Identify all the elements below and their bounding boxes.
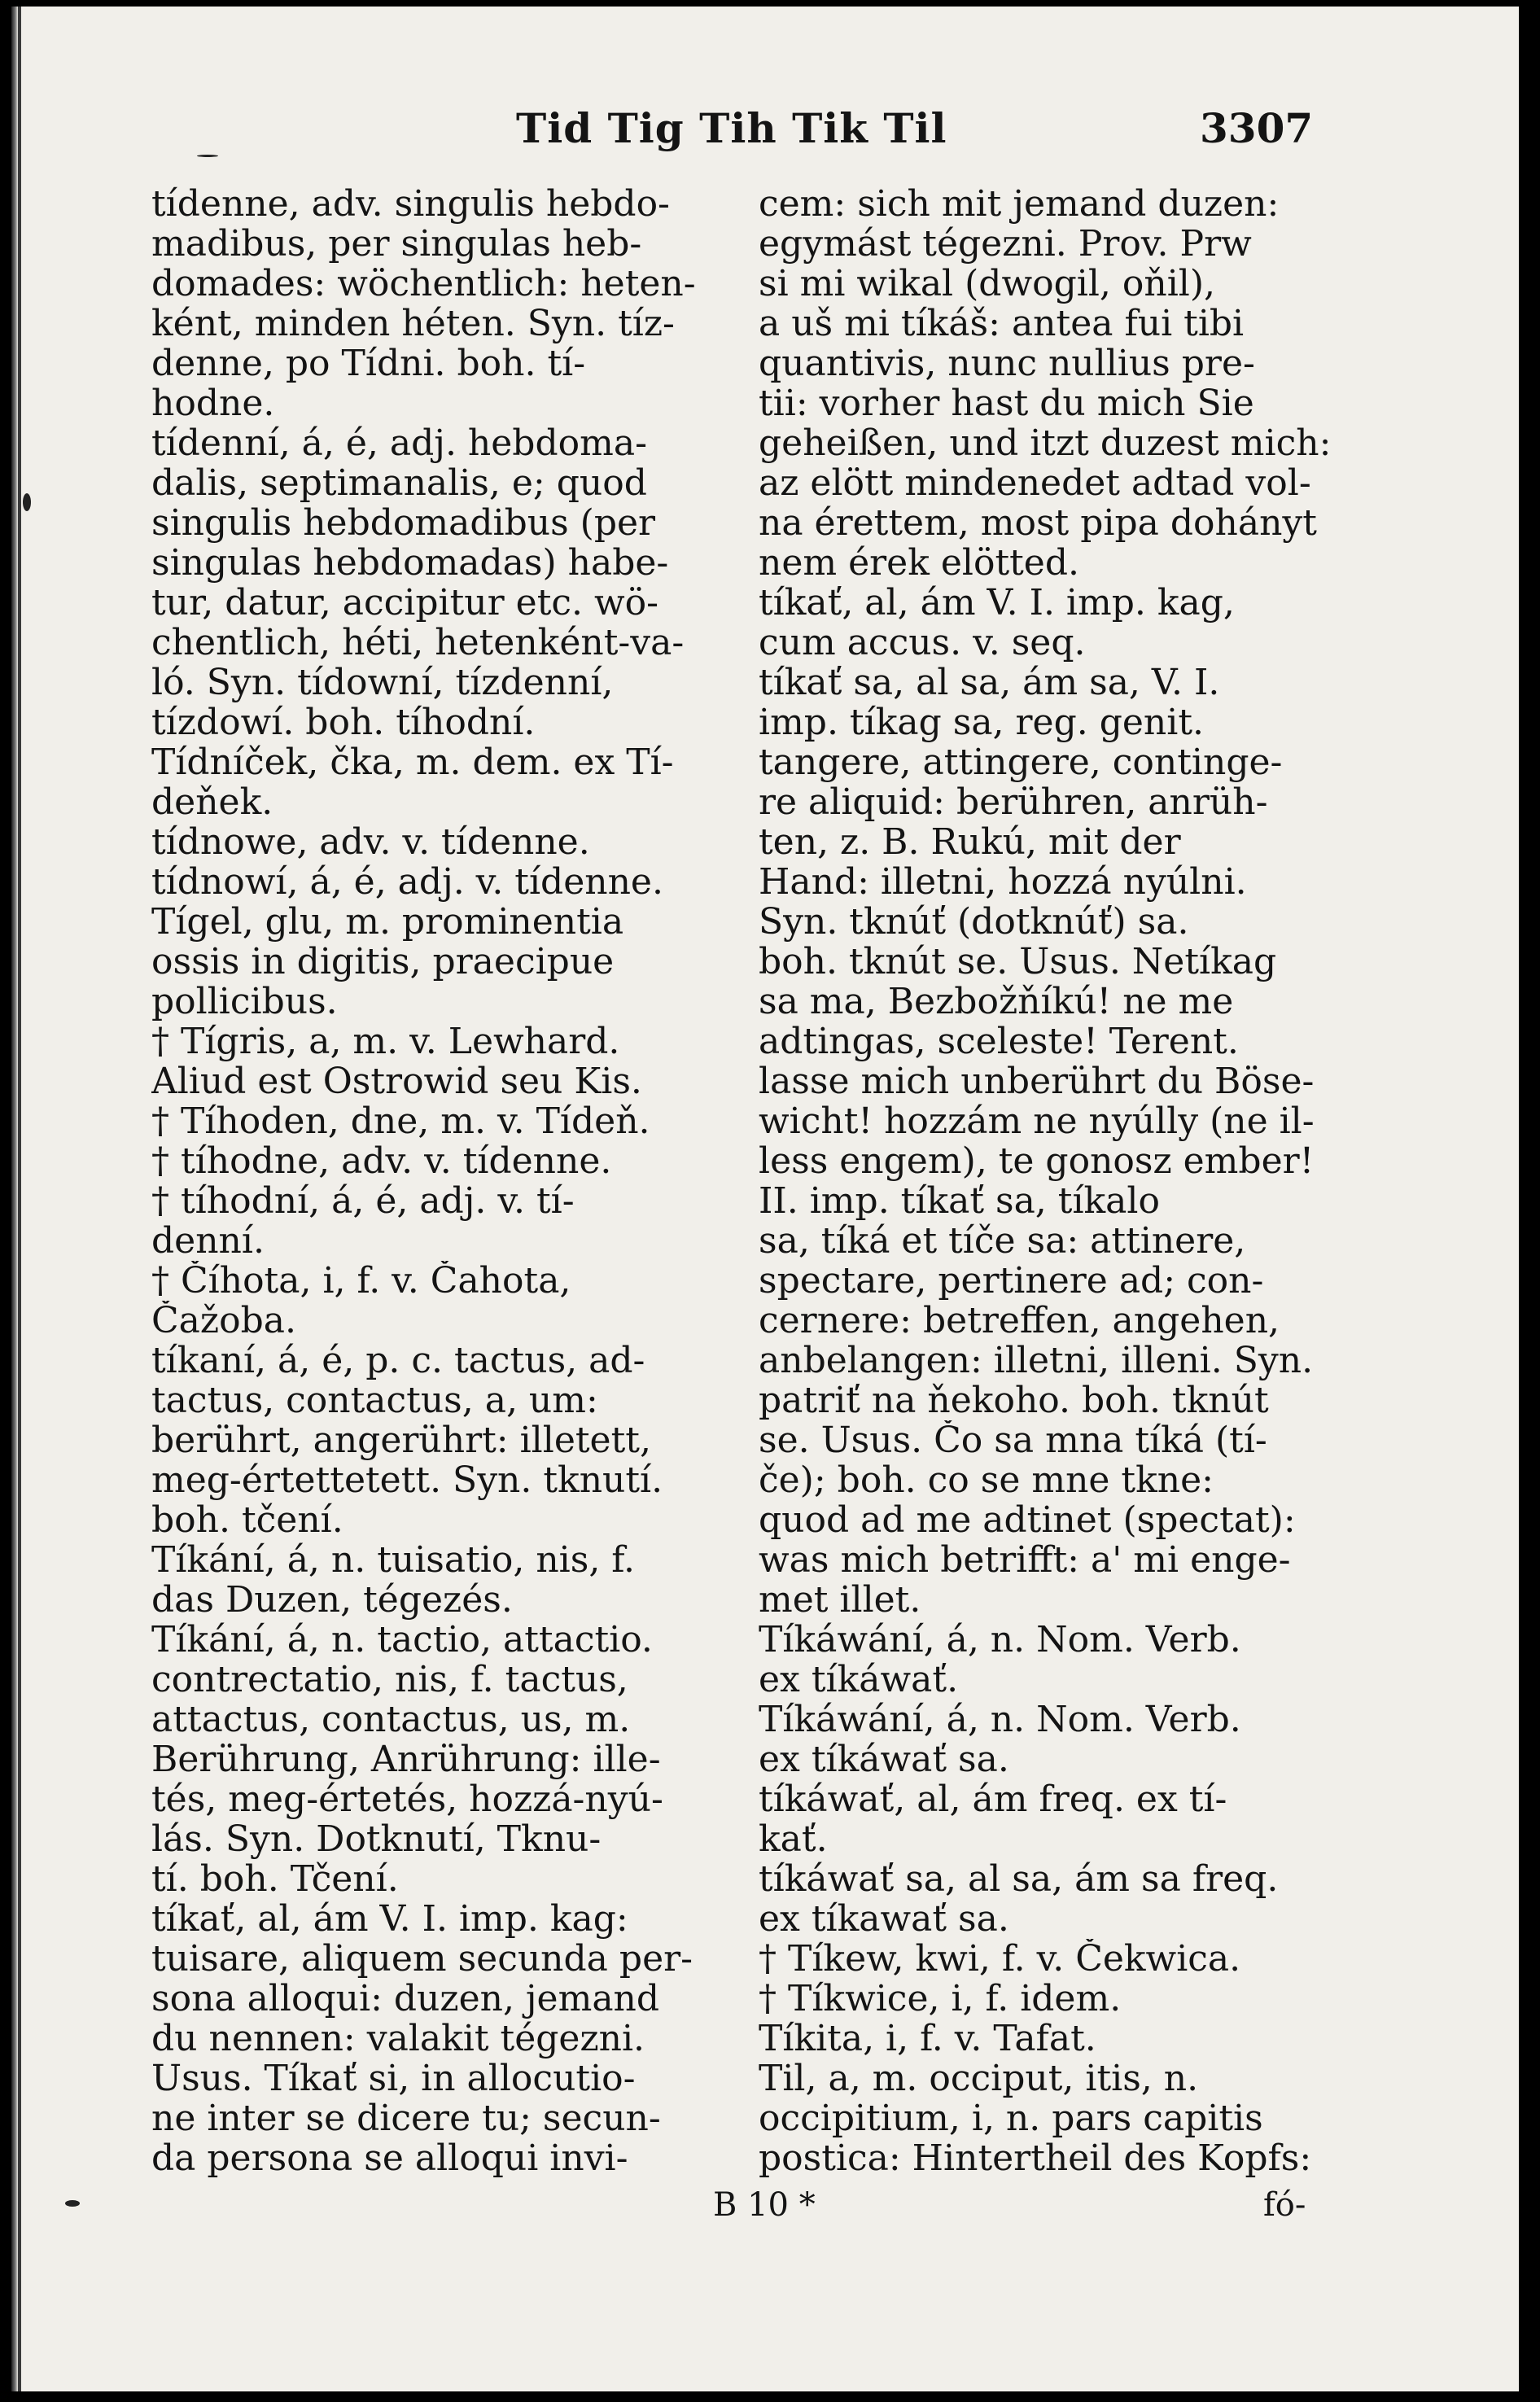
- left-column-text-line: boh. tčení.: [151, 1500, 343, 1540]
- right-column-text-line: Tíkita, i, f. v. Tafat.: [759, 2019, 1096, 2059]
- left-column-text-line: tí. boh. Tčení.: [151, 1859, 399, 1899]
- right-column-text-line: less engem), te gonosz ember!: [759, 1141, 1315, 1181]
- left-column-text-line: lás. Syn. Dotknutí, Tknu-: [151, 1819, 602, 1859]
- left-column-text-line: tízdowí. boh. tíhodní.: [151, 702, 536, 742]
- right-column-text-line: tíkáwať sa, al sa, ám sa freq.: [759, 1859, 1279, 1899]
- left-column-text-line: sona alloqui: duzen, jemand: [151, 1979, 660, 2019]
- right-column-text-line: was mich betrifft: a' mi enge-: [759, 1540, 1291, 1580]
- left-column-text-line: tíkať, al, ám V. I. imp. kag:: [151, 1899, 628, 1939]
- left-column-text-line: Tídníček, čka, m. dem. ex Tí-: [151, 742, 674, 782]
- left-column-text-line: hodne.: [151, 383, 275, 423]
- left-column-text-line: denne, po Tídni. boh. tí-: [151, 343, 586, 383]
- left-column-text-line: dalis, septimanalis, e; quod: [151, 463, 647, 503]
- right-column-text-line: adtingas, sceleste! Terent.: [759, 1022, 1239, 1061]
- left-column-text-line: madibus, per singulas heb-: [151, 224, 642, 264]
- right-column-text-line: tii: vorher hast du mich Sie: [759, 383, 1254, 423]
- right-column-text-line: az elött mindenedet adtad vol-: [759, 463, 1311, 503]
- left-column-text-line: † tíhodní, á, é, adj. v. tí-: [151, 1181, 575, 1221]
- left-column-text-line: tídnowe, adv. v. tídenne.: [151, 822, 590, 862]
- right-column-text-line: cem: sich mit jemand duzen:: [759, 184, 1280, 224]
- left-column-text-line: meg-értettetett. Syn. tknutí.: [151, 1460, 663, 1500]
- ink-speck: [23, 493, 31, 511]
- right-column-text-line: si mi wikal (dwogil, oňil),: [759, 264, 1215, 304]
- right-column-text-line: geheißen, und itzt duzest mich:: [759, 423, 1332, 463]
- right-column-text-line: Tíkáwání, á, n. Nom. Verb.: [759, 1700, 1241, 1739]
- right-column-text-line: ex tíkáwať sa.: [759, 1739, 1009, 1779]
- right-column-text-line: sa ma, Bezbožňíkú! ne me: [759, 982, 1234, 1022]
- left-column-text-line: † Číhota, i, f. v. Čahota,: [151, 1261, 571, 1301]
- right-column-text-line: Tíkáwání, á, n. Nom. Verb.: [759, 1620, 1241, 1660]
- left-column-text-line: chentlich, héti, hetenként-va-: [151, 623, 685, 663]
- left-column-text-line: tuisare, aliquem secunda per-: [151, 1939, 693, 1979]
- left-column-text-line: attactus, contactus, us, m.: [151, 1700, 631, 1739]
- left-column-text-line: Čažoba.: [151, 1301, 296, 1341]
- left-column-text-line: tactus, contactus, a, um:: [151, 1380, 598, 1420]
- right-column-text-line: ex tíkawať sa.: [759, 1899, 1009, 1939]
- book-spine-shadow: [11, 7, 18, 2391]
- left-column-text-line: † Tíhoden, dne, m. v. Tídeň.: [151, 1101, 650, 1141]
- right-column-text-line: sa, tíká et tíče sa: attinere,: [759, 1221, 1246, 1261]
- left-column-text-line: ló. Syn. tídowní, tízdenní,: [151, 663, 614, 702]
- right-column-text-line: a uš mi tíkáš: antea fui tibi: [759, 304, 1245, 343]
- right-column-text-line: Til, a, m. occiput, itis, n.: [759, 2059, 1199, 2098]
- left-column-text-line: singulis hebdomadibus (per: [151, 503, 656, 543]
- right-column-text-line: Hand: illetni, hozzá nyúlni.: [759, 862, 1247, 902]
- right-column-text-line: quantivis, nunc nullius pre-: [759, 343, 1255, 383]
- left-column-text-line: Tíkání, á, n. tuisatio, nis, f.: [151, 1540, 635, 1580]
- right-column-text-line: boh. tknút se. Usus. Netíkag: [759, 942, 1277, 982]
- right-column-text-line: kať.: [759, 1819, 828, 1859]
- left-column-text-line: deňek.: [151, 782, 273, 822]
- page-fold-line: [18, 7, 21, 2391]
- left-column: [151, 184, 737, 2178]
- right-column-text-line: cernere: betreffen, angehen,: [759, 1301, 1280, 1341]
- ink-speck: [197, 155, 218, 157]
- right-column-text-line: re aliquid: berühren, anrüh-: [759, 782, 1268, 822]
- right-column-text-line: ten, z. B. Rukú, mit der: [759, 822, 1181, 862]
- right-column-text-line: na érettem, most pipa dohányt: [759, 503, 1317, 543]
- right-column-text-line: postica: Hintertheil des Kopfs:: [759, 2138, 1312, 2178]
- right-column-text-line: occipitium, i, n. pars capitis: [759, 2098, 1263, 2138]
- left-column-text-line: tés, meg-értetés, hozzá-nyú-: [151, 1779, 663, 1819]
- left-column-text-line: Usus. Tíkať si, in allocutio-: [151, 2059, 636, 2098]
- right-column-text-line: spectare, pertinere ad; con-: [759, 1261, 1264, 1301]
- left-column-text-line: tídenní, á, é, adj. hebdoma-: [151, 423, 647, 463]
- right-column-text-line: Syn. tknúť (dotknúť) sa.: [759, 902, 1189, 942]
- right-column: [759, 184, 1345, 2178]
- left-column-text-line: tídenne, adv. singulis hebdo-: [151, 184, 670, 224]
- right-column-text-line: quod ad me adtinet (spectat):: [759, 1500, 1296, 1540]
- right-column-text-line: cum accus. v. seq.: [759, 623, 1086, 663]
- left-column-text-line: ossis in digitis, praecipue: [151, 942, 615, 982]
- right-column-text-line: † Tíkew, kwi, f. v. Čekwica.: [759, 1939, 1241, 1979]
- left-column-text-line: das Duzen, tégezés.: [151, 1580, 513, 1620]
- right-column-text-line: lasse mich unberührt du Böse-: [759, 1061, 1315, 1101]
- left-column-text-line: berührt, angerührt: illetett,: [151, 1420, 651, 1460]
- right-column-text-line: II. imp. tíkať sa, tíkalo: [759, 1181, 1160, 1221]
- left-column-text-line: da persona se alloqui invi-: [151, 2138, 628, 2178]
- right-column-text-line: patriť na ňekoho. boh. tknút: [759, 1380, 1269, 1420]
- right-column-text-line: če); boh. co se mne tkne:: [759, 1460, 1214, 1500]
- right-column-text-line: imp. tíkag sa, reg. genit.: [759, 702, 1205, 742]
- left-column-text-line: ne inter se dicere tu; secun-: [151, 2098, 661, 2138]
- right-column-text-line: tíkať, al, ám V. I. imp. kag,: [759, 583, 1235, 623]
- left-column-text-line: contrectatio, nis, f. tactus,: [151, 1660, 628, 1700]
- ink-speck: [65, 2200, 80, 2207]
- right-column-text-line: tíkáwať, al, ám freq. ex tí-: [759, 1779, 1227, 1819]
- running-header: Tid Tig Tih Tik Til: [516, 104, 947, 152]
- left-column-text-line: † tíhodne, adv. v. tídenne.: [151, 1141, 612, 1181]
- right-column-text-line: anbelangen: illetni, illeni. Syn.: [759, 1341, 1314, 1380]
- left-column-text-line: pollicibus.: [151, 982, 338, 1022]
- dictionary-page: [11, 7, 1519, 2391]
- left-column-text-line: denní.: [151, 1221, 265, 1261]
- right-column-text-line: wicht! hozzám ne nyúlly (ne il-: [759, 1101, 1315, 1141]
- left-column-text-line: Aliud est Ostrowid seu Kis.: [151, 1061, 642, 1101]
- left-column-text-line: Tíkání, á, n. tactio, attactio.: [151, 1620, 653, 1660]
- right-column-text-line: tíkať sa, al sa, ám sa, V. I.: [759, 663, 1220, 702]
- right-column-text-line: ex tíkáwať.: [759, 1660, 959, 1700]
- left-column-text-line: tur, datur, accipitur etc. wö-: [151, 583, 659, 623]
- left-column-text-line: tídnowí, á, é, adj. v. tídenne.: [151, 862, 663, 902]
- right-column-text-line: nem érek elötted.: [759, 543, 1080, 583]
- right-column-text-line: † Tíkwice, i, f. idem.: [759, 1979, 1122, 2019]
- right-column-text-line: met illet.: [759, 1580, 921, 1620]
- left-column-text-line: Berührung, Anrührung: ille-: [151, 1739, 661, 1779]
- page-number: 3307: [1200, 104, 1314, 152]
- left-column-text-line: du nennen: valakit tégezni.: [151, 2019, 645, 2059]
- left-column-text-line: domades: wöchentlich: heten-: [151, 264, 696, 304]
- right-column-text-line: egymást tégezni. Prov. Prw: [759, 224, 1252, 264]
- left-column-text-line: singulas hebdomadas) habe-: [151, 543, 669, 583]
- catchword: fó-: [1263, 2186, 1306, 2224]
- left-column-text-line: Tígel, glu, m. prominentia: [151, 902, 624, 942]
- left-column-text-line: tíkaní, á, é, p. c. tactus, ad-: [151, 1341, 645, 1380]
- right-column-text-line: se. Usus. Čo sa mna tíká (tí-: [759, 1420, 1267, 1460]
- left-column-text-line: † Tígris, a, m. v. Lewhard.: [151, 1022, 620, 1061]
- printer-signature-mark: B 10 *: [713, 2186, 816, 2224]
- left-column-text-line: ként, minden héten. Syn. tíz-: [151, 304, 675, 343]
- right-column-text-line: tangere, attingere, continge-: [759, 742, 1283, 782]
